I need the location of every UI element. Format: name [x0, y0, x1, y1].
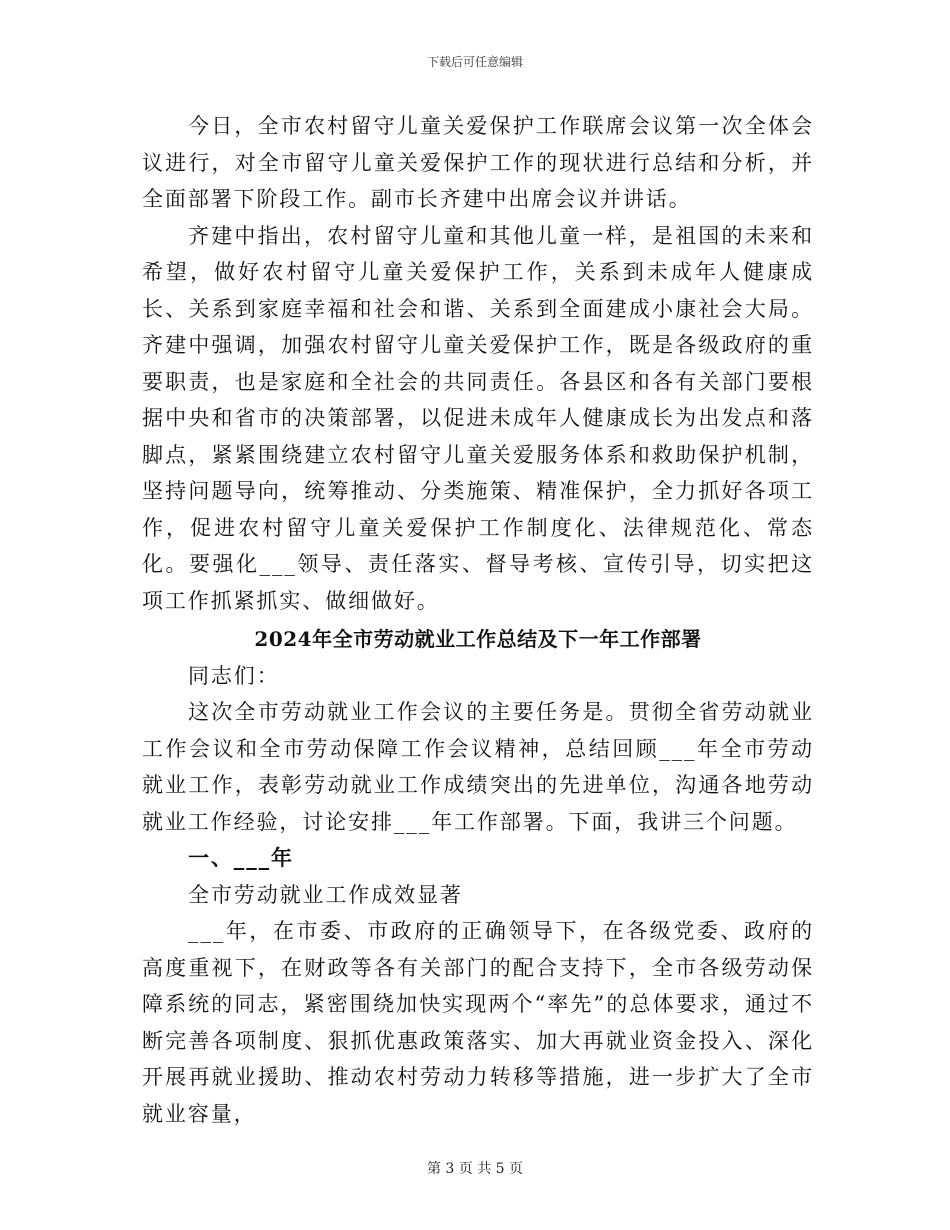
page-number: 第 3 页 共 5 页	[426, 1161, 524, 1177]
page-header-note: 下载后可任意编辑	[426, 55, 523, 69]
paragraph-section-body: ___年，在市委、市政府的正确领导下，在各级党委、政府的高度重视下，在财政等各有关部门的配合支持下，全市各级劳动保障系统的同志，紧密围绕加快实现两个“率先”的总体要求，通过不断完善各项制度、狠抓优惠政策落实、加大再就业资金投入、深化开展再就业援助、推动农村劳动力转移等措施，进一步扩大了全市就业容量，	[142, 919, 814, 1126]
document-title: 2024年全市劳动就业工作总结及下一年工作部署	[254, 627, 702, 651]
paragraph-intro: 这次全市劳动就业工作会议的主要任务是。贯彻全省劳动就业工作会议和全市劳动保障工作会议精神，总结回顾___年全市劳动就业工作，表彰劳动就业工作成绩突出的先进单位，沟通各地劳动就业工作经验，讨论安排___年工作部署。下面，我讲三个问题。	[142, 700, 814, 834]
section-subheading: 全市劳动就业工作成效显著	[188, 882, 463, 907]
paragraph-speech-points: 齐建中指出，农村留守儿童和其他儿童一样，是祖国的未来和希望，做好农村留守儿童关爱保护工作，关系到未成年人健康成长、关系到家庭幸福和社会和谐、关系到全面建成小康社会大局。齐建中强调，加强农村留守儿童关爱保护工作，既是各级政府的重要职责，也是家庭和全社会的共同责任。各县区和各有关部门要根据中央和省市的决策部署，以促进未成年人健康成长为出发点和落脚点，紧紧围绕建立农村留守儿童关爱服务体系和救助保护机制，坚持问题导向，统筹推动、分类施策、精准保护，全力抓好各项工作，促进农村留守儿童关爱保护工作制度化、法律规范化、常态化。要强化___领导、责任落实、督导考核、宣传引导，切实把这项工作抓紧抓实、做细做好。	[142, 223, 814, 613]
section-heading: 一、___年	[188, 845, 294, 870]
document-body	[142, 108, 814, 1132]
salutation: 同志们：	[188, 663, 280, 688]
paragraph-meeting-summary: 今日，全市农村留守儿童关爱保护工作联席会议第一次全体会议进行，对全市留守儿童关爱保护工作的现状进行总结和分析，并全面部署下阶段工作。副市长齐建中出席会议并讲话。	[142, 114, 814, 211]
